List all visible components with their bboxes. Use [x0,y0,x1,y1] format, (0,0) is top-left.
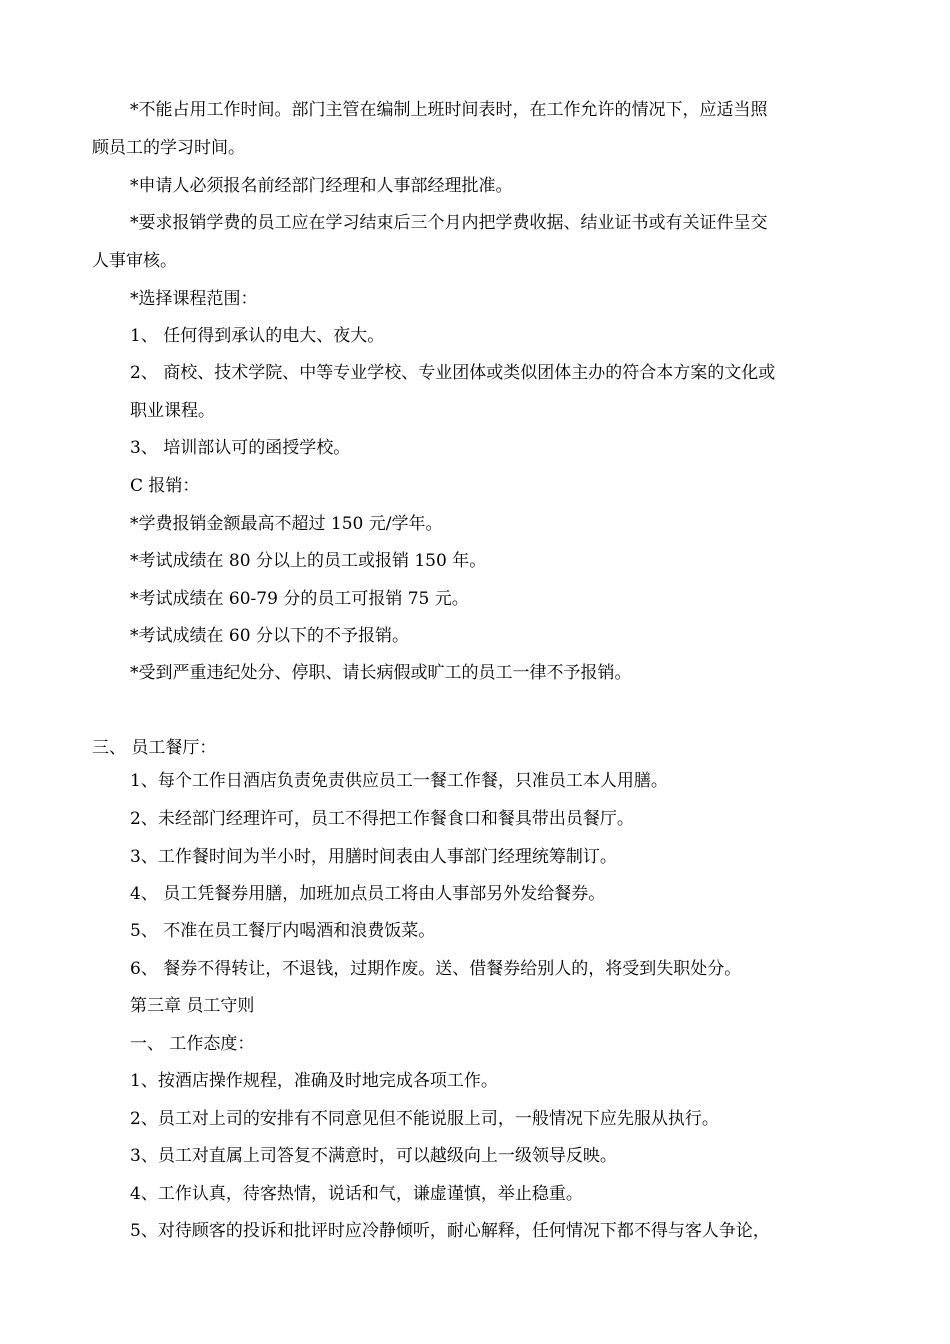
text-line: 职业课程。 [130,401,215,421]
list-item: 2、 商校、技术学院、中等专业学校、专业团体或类似团体主办的符合本方案的文化或 [130,363,776,383]
section-heading: 三、 员工餐厅： [92,738,217,758]
text-line: 顾员工的学习时间。 [92,138,245,158]
list-item: 4、工作认真，待客热情，说话和气，谦虚谨慎，举止稳重。 [130,1184,583,1204]
section-heading: 一、 工作态度： [130,1034,255,1054]
text-line: *考试成绩在 60 分以下的不予报销。 [130,626,409,646]
list-item: 5、对待顾客的投诉和批评时应冷静倾听，耐心解释，任何情况下都不得与客人争论， [130,1221,770,1241]
chapter-heading: 第三章 员工守则 [130,996,255,1016]
list-item: 1、每个工作日酒店负责免责供应员工一餐工作餐，只准员工本人用膳。 [130,771,668,791]
text-line: *申请人必须报名前经部门经理和人事部经理批准。 [130,176,513,196]
list-item: 2、员工对上司的安排有不同意见但不能说服上司，一般情况下应先服从执行。 [130,1109,719,1129]
text-line: *受到严重违纪处分、停职、请长病假或旷工的员工一律不予报销。 [130,663,632,683]
list-item: 1、 任何得到承认的电大、夜大。 [130,326,385,346]
list-item: 3、员工对直属上司答复不满意时，可以越级向上一级领导反映。 [130,1146,617,1166]
list-item: 6、 餐券不得转让，不退钱，过期作废。送、借餐券给别人的，将受到失职处分。 [130,959,742,979]
text-line: *要求报销学费的员工应在学习结束后三个月内把学费收据、结业证书或有关证件呈交 [130,213,768,233]
text-line: *考试成绩在 80 分以上的员工或报销 150 年。 [130,551,487,571]
section-heading: C 报销： [130,476,200,496]
text-line: *不能占用工作时间。部门主管在编制上班时间表时，在工作允许的情况下，应适当照 [130,100,768,120]
list-item: 3、 培训部认可的函授学校。 [130,438,351,458]
list-item: 1、按酒店操作规程，准确及时地完成各项工作。 [130,1071,498,1091]
list-item: 5、 不准在员工餐厅内喝酒和浪费饭菜。 [130,921,436,941]
list-item: 3、工作餐时间为半小时，用膳时间表由人事部门经理统筹制订。 [130,847,617,867]
list-item: 2、未经部门经理许可，员工不得把工作餐食口和餐具带出员餐厅。 [130,809,634,829]
list-item: 4、 员工凭餐券用膳，加班加点员工将由人事部另外发给餐券。 [130,884,606,904]
text-line: *考试成绩在 60-79 分的员工可报销 75 元。 [130,589,469,609]
text-line: 人事审核。 [92,251,177,271]
text-line: *学费报销金额最高不超过 150 元/学年。 [130,514,443,534]
text-line: *选择课程范围： [130,289,258,309]
